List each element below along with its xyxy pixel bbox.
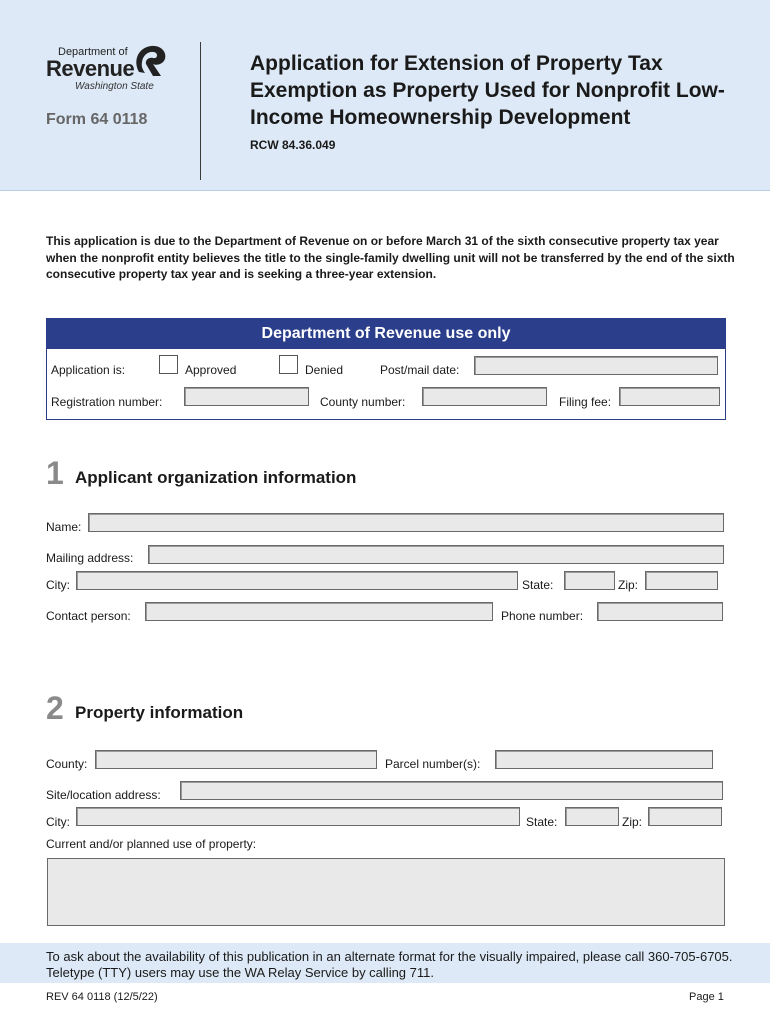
page-title: Application for Extension of Property Tax Exemption as Property Used for Nonprofit Low-Income Homeownership Development: [250, 52, 725, 129]
intro-text: This application is due to the Department of Revenue on or before March 31 of the sixth consecutive property tax year when the nonprofit entity believes the title to the single-family dwelling unit will not be transferred by the end of the sixth consecutive property tax year and is seeking a three-year extension.: [46, 234, 735, 281]
section-2-number: 2: [46, 690, 64, 726]
registration-number-label: Registration number:: [51, 395, 163, 409]
parcel-numbers-field[interactable]: [495, 750, 713, 769]
county-label: County:: [46, 757, 88, 771]
county-number-field[interactable]: [422, 387, 547, 406]
property-zip-field[interactable]: [648, 807, 722, 826]
approved-checkbox[interactable]: [159, 355, 178, 374]
dor-use-heading: Department of Revenue use only: [47, 319, 725, 349]
denied-label: Denied: [305, 363, 344, 377]
post-mail-date-label: Post/mail date:: [380, 363, 460, 377]
name-label: Name:: [46, 520, 82, 534]
post-mail-date-field[interactable]: [474, 356, 718, 375]
zip-label: Zip:: [618, 578, 639, 592]
registration-number-field[interactable]: [184, 387, 309, 406]
rcw-citation: RCW 84.36.049: [250, 138, 336, 152]
property-city-field[interactable]: [76, 807, 520, 826]
state-field[interactable]: [564, 571, 615, 590]
city-field[interactable]: [76, 571, 518, 590]
page-number: Page 1: [689, 991, 724, 1003]
section-2-title: Property information: [75, 703, 244, 722]
dor-logo-icon: [131, 42, 169, 80]
county-field[interactable]: [95, 750, 377, 769]
contact-person-field[interactable]: [145, 602, 493, 621]
application-is-label: Application is:: [51, 363, 126, 377]
property-state-field[interactable]: [565, 807, 619, 826]
section-1-number: 1: [46, 455, 64, 491]
header-divider: [200, 42, 201, 180]
site-address-field[interactable]: [180, 781, 723, 800]
logo-dept-text: Department of: [58, 46, 128, 58]
approved-label: Approved: [185, 363, 237, 377]
section-1-title: Applicant organization information: [75, 468, 357, 487]
parcel-numbers-label: Parcel number(s):: [385, 757, 481, 771]
revision-code: REV 64 0118 (12/5/22): [46, 991, 158, 1003]
filing-fee-field[interactable]: [619, 387, 720, 406]
filing-fee-label: Filing fee:: [559, 395, 612, 409]
zip-field[interactable]: [645, 571, 718, 590]
property-city-label: City:: [46, 815, 70, 829]
current-use-label: Current and/or planned use of property:: [46, 837, 257, 851]
county-number-label: County number:: [320, 395, 406, 409]
logo-state-text: Washington State: [75, 81, 154, 92]
phone-number-label: Phone number:: [501, 609, 584, 623]
phone-number-field[interactable]: [597, 602, 723, 621]
property-state-label: State:: [526, 815, 558, 829]
name-field[interactable]: [88, 513, 724, 532]
current-use-textarea[interactable]: [47, 858, 725, 926]
denied-checkbox[interactable]: [279, 355, 298, 374]
site-address-label: Site/location address:: [46, 788, 161, 802]
property-zip-label: Zip:: [622, 815, 643, 829]
accessibility-notice: To ask about the availability of this publication in an alternate format for the visually impaired, please call 360-705-6705. Teletype (TTY) users may use the WA Relay Service by calling 711.: [46, 949, 733, 980]
form-number: Form 64 0118: [46, 111, 148, 128]
contact-person-label: Contact person:: [46, 609, 131, 623]
mailing-address-field[interactable]: [148, 545, 724, 564]
state-label: State:: [522, 578, 554, 592]
logo-revenue-text: Revenue: [46, 56, 135, 81]
mailing-address-label: Mailing address:: [46, 551, 134, 565]
city-label: City:: [46, 578, 70, 592]
